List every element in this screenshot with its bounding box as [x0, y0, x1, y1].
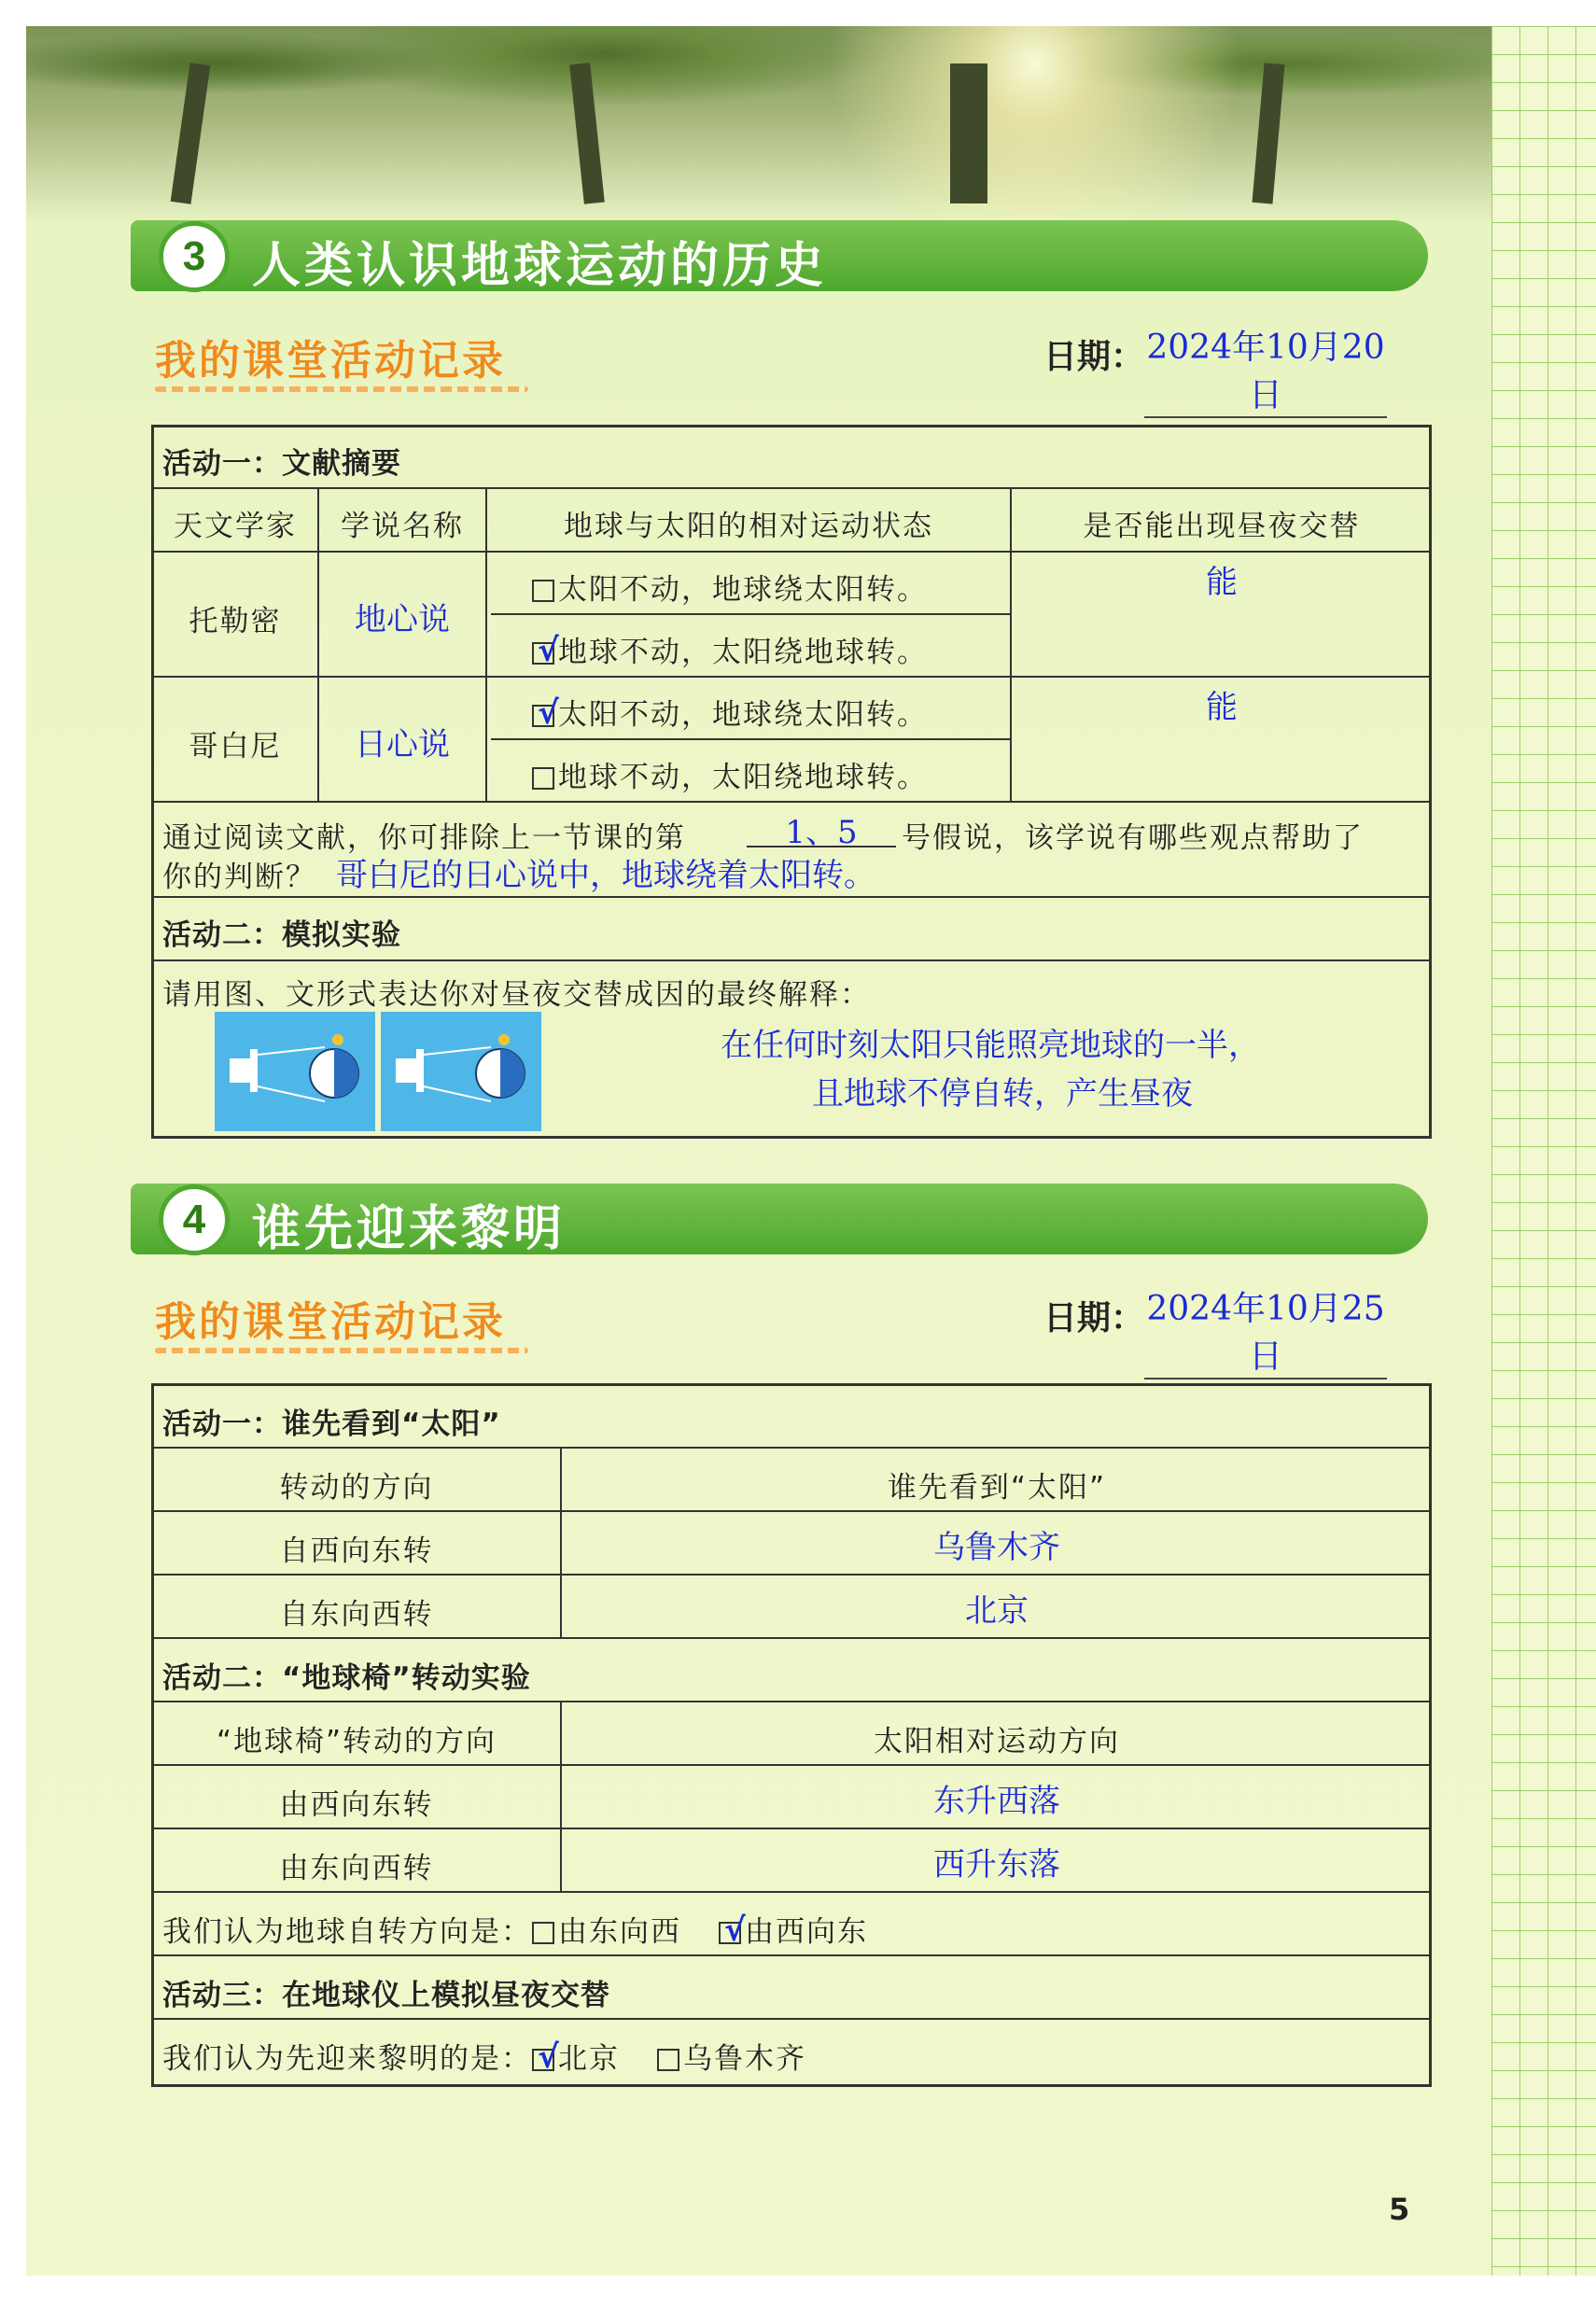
astronomer-copernicus: 哥白尼: [189, 730, 282, 763]
activity2-answer-line2[interactable]: 且地球不停自转，产生昼夜: [812, 1075, 1193, 1113]
s4-activity3-title: 活动三：在地球仪上模拟昼夜交替: [162, 1979, 610, 2012]
section4-number: 4: [159, 1184, 230, 1255]
reading-answer[interactable]: 哥白尼的日心说中，地球绕着太阳转。: [336, 857, 875, 894]
tree-trunk: [950, 63, 987, 203]
tree-trunk: [171, 63, 211, 204]
lamp-globe-icon: [381, 1012, 541, 1131]
copernicus-result[interactable]: 能: [1206, 689, 1238, 726]
reading-prefix: 通过阅读文献，你可排除上一节课的第: [162, 821, 686, 855]
header-day-night: 是否能出现昼夜交替: [1083, 510, 1361, 543]
s4-table1-row2-answer[interactable]: 北京: [965, 1592, 1029, 1630]
section4-record-title: 我的课堂活动记录: [155, 1298, 506, 1346]
reading-blank[interactable]: 1、5: [785, 814, 858, 851]
s4-table1-row2-direction: 自东向西转: [279, 1598, 434, 1632]
section4-date-label: 日期：: [1043, 1299, 1145, 1338]
page-number: 5: [1389, 2192, 1410, 2227]
row-divider: [151, 487, 1432, 489]
s4-table2-row1-direction: 由西向东转: [279, 1788, 434, 1822]
row-divider: [151, 1701, 1432, 1702]
tree-trunk: [569, 63, 605, 203]
s4-table1-row1-direction: 自西向东转: [279, 1534, 434, 1568]
checkbox[interactable]: [532, 1922, 554, 1944]
copernicus-option-1[interactable]: √ 太阳不动，地球绕太阳转。: [532, 691, 928, 733]
checkbox-checked[interactable]: [532, 2038, 561, 2076]
s4-activity1-title: 活动一：谁先看到“太阳”: [162, 1408, 501, 1441]
row-divider: [151, 801, 1432, 803]
activity2-title: 活动二：模拟实验: [162, 918, 401, 952]
row-divider: [151, 1828, 1432, 1829]
section3-title: 人类认识地球运动的历史: [252, 238, 828, 294]
check-mark-icon: √: [538, 2038, 561, 2076]
copernicus-option-2[interactable]: 地球不动，太阳绕地球转。: [532, 753, 928, 795]
checkbox[interactable]: [657, 2049, 679, 2071]
section3-date-value[interactable]: 2024年10月20日: [1144, 321, 1387, 418]
row-divider: [491, 738, 1010, 740]
record-underline: [155, 386, 528, 392]
s4-table2-header-answer: 太阳相对运动方向: [874, 1725, 1120, 1758]
day-night-diagram-2: [381, 1012, 541, 1131]
section4-date-value[interactable]: 2024年10月25日: [1144, 1282, 1387, 1380]
check-mark-icon: √: [724, 1912, 748, 1949]
rotation-question: 我们认为地球自转方向是： 由东向西 √ 由西向东: [162, 1912, 868, 1949]
check-mark-icon: √: [538, 694, 561, 732]
row-divider: [151, 1891, 1432, 1893]
checkbox[interactable]: [532, 580, 554, 602]
header-theory: 学说名称: [341, 510, 464, 543]
row-divider: [151, 959, 1432, 961]
row-divider: [151, 1954, 1432, 1956]
row-divider: [151, 1764, 1432, 1766]
record-underline: [155, 1348, 528, 1353]
header-motion-state: 地球与太阳的相对运动状态: [564, 510, 933, 543]
row-divider: [491, 613, 1010, 615]
s4-table2-row2-direction: 由东向西转: [279, 1852, 434, 1885]
ptolemy-option-2[interactable]: √ 地球不动，太阳绕地球转。: [532, 628, 928, 670]
s4-table2-header-direction: “地球椅”转动的方向: [216, 1725, 497, 1758]
row-divider: [151, 1574, 1432, 1576]
activity1-title: 活动一：文献摘要: [162, 447, 401, 481]
s4-table1-header-direction: 转动的方向: [279, 1471, 434, 1505]
checkbox-checked[interactable]: [719, 1912, 748, 1949]
reading-suffix: 号假说，该学说有哪些观点帮助了: [902, 821, 1364, 855]
dawn-question: 我们认为先迎来黎明的是： √ 北京 乌鲁木齐: [162, 2038, 806, 2076]
forest-banner-image: [26, 26, 1491, 222]
section3-date-label: 日期：: [1043, 338, 1145, 376]
row-divider: [151, 1637, 1432, 1639]
row-divider: [151, 676, 1432, 678]
ptolemy-result[interactable]: 能: [1206, 564, 1238, 601]
checkbox-checked[interactable]: [532, 694, 561, 732]
day-night-diagram-1: [215, 1012, 375, 1131]
row-divider: [151, 1447, 1432, 1449]
s4-table2-row2-answer[interactable]: 西升东落: [933, 1846, 1060, 1884]
s4-table1-row1-answer[interactable]: 乌鲁木齐: [933, 1529, 1060, 1566]
header-astronomer: 天文学家: [174, 510, 297, 543]
reading-line2: 你的判断？: [162, 861, 316, 894]
section3-record-title: 我的课堂活动记录: [155, 337, 506, 385]
ptolemy-option-1[interactable]: 太阳不动，地球绕太阳转。: [532, 566, 928, 608]
s4-table1-header-answer: 谁先看到“太阳”: [887, 1471, 1107, 1505]
tree-trunk: [1253, 63, 1285, 203]
check-mark-icon: √: [538, 632, 561, 669]
checkbox[interactable]: [532, 767, 554, 790]
astronomer-ptolemy: 托勒密: [189, 605, 282, 638]
section3-number: 3: [159, 221, 230, 292]
row-divider: [151, 1510, 1432, 1512]
checkbox-checked[interactable]: [532, 632, 561, 669]
activity2-prompt: 请用图、文形式表达你对昼夜交替成因的最终解释：: [162, 978, 871, 1012]
s4-activity2-title: 活动二：“地球椅”转动实验: [162, 1661, 531, 1695]
section4-title: 谁先迎来黎明: [252, 1201, 567, 1257]
row-divider: [151, 896, 1432, 898]
lamp-globe-icon: [215, 1012, 375, 1131]
s4-table2-row1-answer[interactable]: 东升西落: [933, 1783, 1060, 1820]
row-divider: [151, 551, 1432, 553]
row-divider: [151, 2018, 1432, 2020]
grid-margin: [1491, 26, 1596, 2276]
theory-heliocentric[interactable]: 日心说: [355, 726, 450, 763]
activity2-answer-line1[interactable]: 在任何时刻太阳只能照亮地球的一半，: [721, 1027, 1260, 1064]
theory-geocentric[interactable]: 地心说: [355, 601, 450, 638]
